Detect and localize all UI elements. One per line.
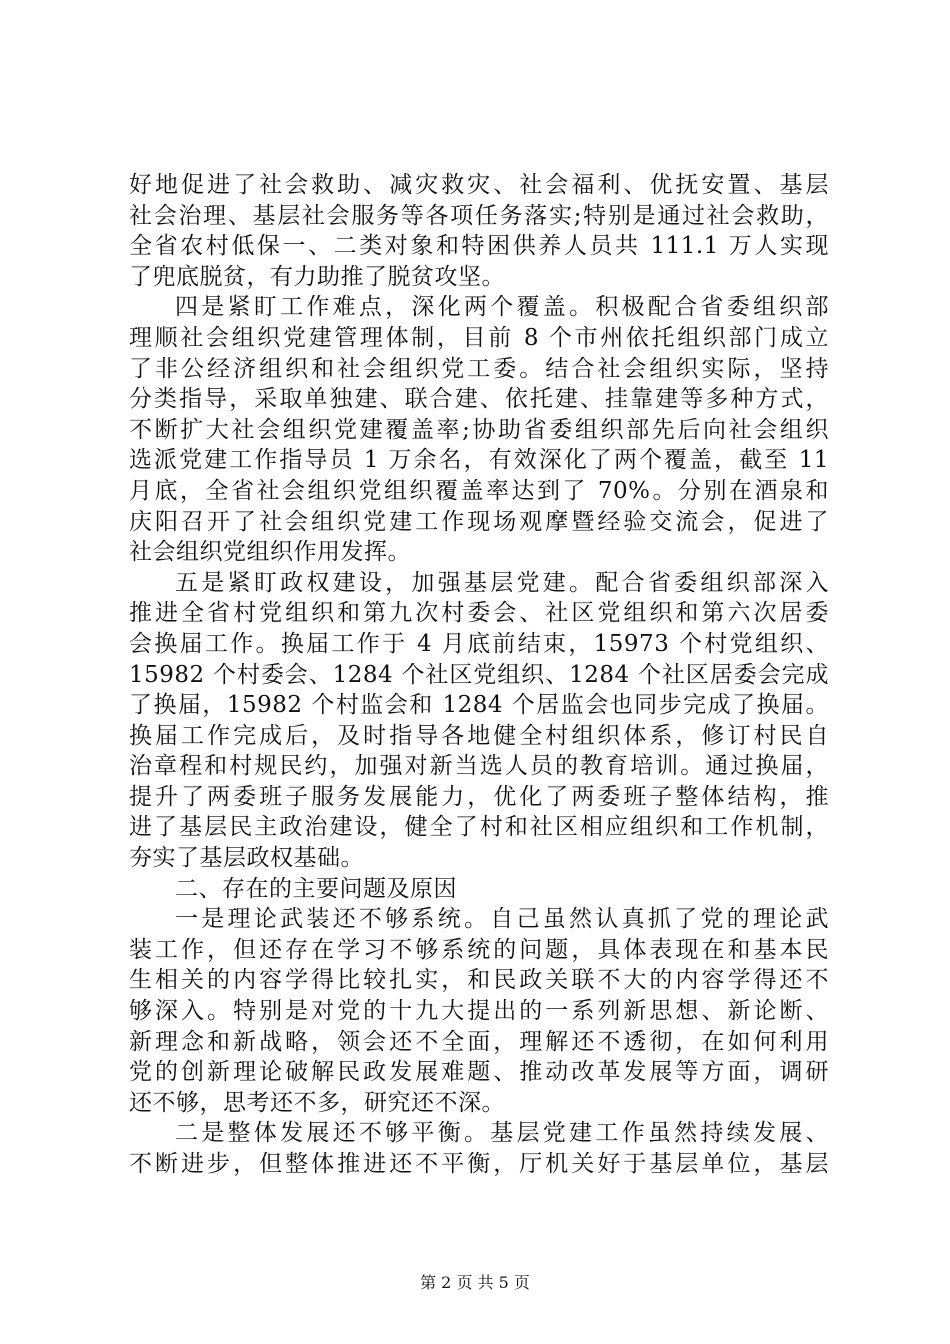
text-line: 全省农村低保一、二类对象和特困供养人员共 111.1 万人实现 xyxy=(129,233,829,260)
text-line: 社会治理、基层社会服务等各项任务落实;特别是通过社会救助， xyxy=(129,202,829,229)
text-line: 还不够，思考还不多，研究还不深。 xyxy=(129,1089,505,1116)
text-line: 不断进步，但整体推进还不平衡，厅机关好于基层单位，基层 xyxy=(129,1151,829,1177)
text-line: 庆阳召开了社会组织党建工作现场观摩暨经验交流会，促进了 xyxy=(129,508,829,535)
text-line: 不断扩大社会组织党建覆盖率;协助省委组织部先后向社会组织 xyxy=(129,416,829,443)
text-line: 进了基层民主政治建设，健全了村和社区相应组织和工作机制， xyxy=(129,814,829,841)
text-line: 治章程和村规民约，加强对新当选人员的教育培训。通过换届， xyxy=(129,753,829,780)
text-line: 了非公经济组织和社会组织党工委。结合社会组织实际，坚持 xyxy=(129,355,829,382)
text-line: 新理念和新战略，领会还不全面，理解还不透彻，在如何利用 xyxy=(129,1028,829,1055)
text-line: 好地促进了社会救助、减灾救灾、社会福利、优抚安置、基层 xyxy=(129,172,829,198)
text-line: 了兜底脱贫，有力助推了脱贫攻坚。 xyxy=(129,263,505,290)
text-line: 提升了两委班子服务发展能力，优化了两委班子整体结构，推 xyxy=(129,783,829,810)
text-line: 党的创新理论破解民政发展难题、推动改革发展等方面，调研 xyxy=(129,1059,829,1086)
text-line: 了换届，15982 个村监会和 1284 个居监会也同步完成了换届。 xyxy=(129,692,829,719)
text-line: 二、存在的主要问题及原因 xyxy=(175,875,457,902)
text-line: 一是理论武装还不够系统。自己虽然认真抓了党的理论武 xyxy=(175,906,829,933)
text-line: 生相关的内容学得比较扎实，和民政关联不大的内容学得还不 xyxy=(129,967,829,994)
text-line: 理顺社会组织党建管理体制，目前 8 个市州依托组织部门成立 xyxy=(129,324,829,351)
text-line: 装工作，但还存在学习不够系统的问题，具体表现在和基本民 xyxy=(129,936,829,963)
text-line: 四是紧盯工作难点，深化两个覆盖。积极配合省委组织部 xyxy=(175,294,829,321)
text-line: 会换届工作。换届工作于 4 月底前结束，15973 个村党组织、 xyxy=(129,630,829,657)
text-line: 分类指导，采取单独建、联合建、依托建、挂靠建等多种方式， xyxy=(129,386,829,413)
text-line: 15982 个村委会、1284 个社区党组织、1284 个社区居委会完成 xyxy=(129,661,829,688)
text-line: 选派党建工作指导员 1 万余名，有效深化了两个覆盖，截至 11 xyxy=(129,447,829,474)
document-body xyxy=(129,170,829,1180)
text-line: 月底，全省社会组织党组织覆盖率达到了 70%。分别在酒泉和 xyxy=(129,477,829,504)
text-line: 二是整体发展还不够平衡。基层党建工作虽然持续发展、 xyxy=(175,1120,829,1147)
text-line: 推进全省村党组织和第九次村委会、社区党组织和第六次居委 xyxy=(129,600,829,627)
text-line: 够深入。特别是对党的十九大提出的一系列新思想、新论断、 xyxy=(129,998,829,1025)
text-line: 换届工作完成后，及时指导各地健全村组织体系，修订村民自 xyxy=(129,722,829,749)
text-line: 五是紧盯政权建设，加强基层党建。配合省委组织部深入 xyxy=(175,569,829,596)
page-footer: 第 2 页 共 5 页 xyxy=(420,1273,530,1292)
text-line: 夯实了基层政权基础。 xyxy=(129,845,364,872)
text-line: 社会组织党组织作用发挥。 xyxy=(129,539,411,566)
